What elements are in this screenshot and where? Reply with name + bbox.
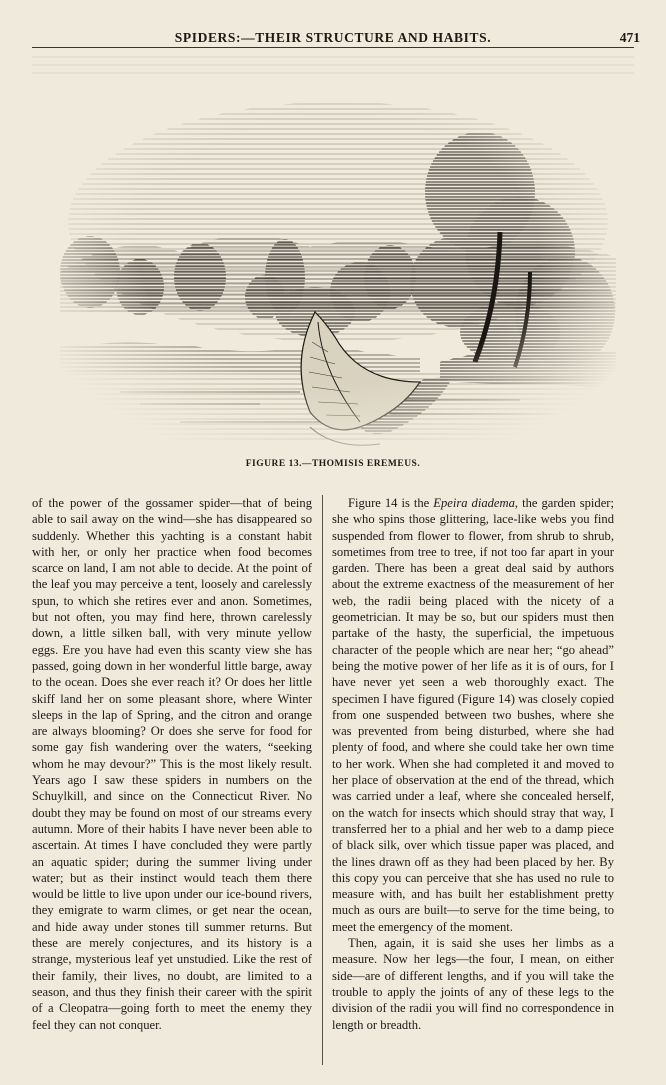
right-paragraph-2: Then, again, it is said she uses her limbs as a measure. Now her legs—the four, I mean, on either side—are of different lengths, and if you will take the trouble to apply the joints of any of these legs to the division of the radii you will find no correspondence in length or breadth. (332, 936, 614, 1032)
engraving-illustration (60, 82, 616, 454)
right-paragraph-1 (332, 495, 614, 935)
species-name: Epeira diadema (433, 496, 515, 510)
show-through-texture (32, 56, 634, 80)
running-title: SPIDERS:—THEIR STRUCTURE AND HABITS. (174, 30, 492, 45)
column-divider (322, 495, 323, 1065)
p1-rest: , the garden spider; she who spins those glittering, lace-like webs you find suspended from flower to flower, from shrub to shrub, sometimes from tree to tree, if not too far apart in your garden. There has been a great deal said by authors about the extreme exactness of the measurement of her web, the radii being placed with the nicety of a geometrician. It may be so, but our spiders must then partake of the hasty, the superficial, the impetuous character of the people which are near her; “go ahead” being the motive power of her life as it is of ours, for I have never yet seen a web thoroughly exact. The specimen I have figured (Figure 14) was closely copied from one suspended between two bushes, where she was prevented from being disturbed, where she had plenty of food, and where she could take her own time to her work. When she had completed it and moved to her place of observation at the end of the thread, which was carried under a leaf, where she concealed herself, on the watch for insects which should stray that way, I transferred her to a phial and her web to a damp piece of black silk, over which tissue paper was placed, and the lines drawn off as they had been placed by her. By this copy you can perceive that she has used no rule to measure with, and has built her establishment pretty much as ours are built—to serve for the time being, to meet the emergency of the moment. (332, 496, 614, 934)
right-column (332, 495, 614, 1033)
left-paragraph: of the power of the gossamer spider—that of being able to sail away on the wind—she has disappeared so suddenly. Whether this yachting is a constant habit with her, or only her practice when food becomes scarce on land, I am not able to decide. At the point of the leaf you may perceive a tent, loosely and carelessly spun, to which she retires ever and anon. Sometimes, but not often, you may find here, thrown carelessly down, a little silken ball, with very minute yellow eggs. Ere you have had even this scanty view she has passed, going down in her wonderful little barge, away to the ocean. Does she ever reach it? Or does her little skiff land her on some pleasant shore, where Winter sleeps in the lap of Spring, and the citron and orange are always blooming? Or does she serve for food for some gay fish wandering over the waters, “seeking whom he may devour?” This is the most likely result. Years ago I saw these spiders in numbers on the Schuylkill, and since on the Connecticut River. No doubt they may be found on most of our streams every autumn. More of their habits I have never been able to ascertain. At times I have concluded they were partly an aquatic spider; during the summer living under water; but as their instinct would teach them there would be little to live upon under our ice-bound rivers, they emigrate to warm climes, or get near the ocean, and hide away under stones till summer returns. But these are merely conjectures, and its history is a strange, mysterious leaf yet unstudied. Like the rest of their family, their lives, no doubt, are limited to a season, and thus they finish their career with the spirit of a Cleopatra—going forth to meet the enemy they feel they can not conquer. (32, 496, 312, 1032)
p1-start: Figure 14 is the (348, 496, 434, 510)
page-number: 471 (619, 30, 640, 45)
figure-caption: FIGURE 13.—THOMISIS EREMEUS. (245, 459, 421, 469)
left-column (32, 495, 312, 1033)
header-rule (32, 47, 634, 48)
